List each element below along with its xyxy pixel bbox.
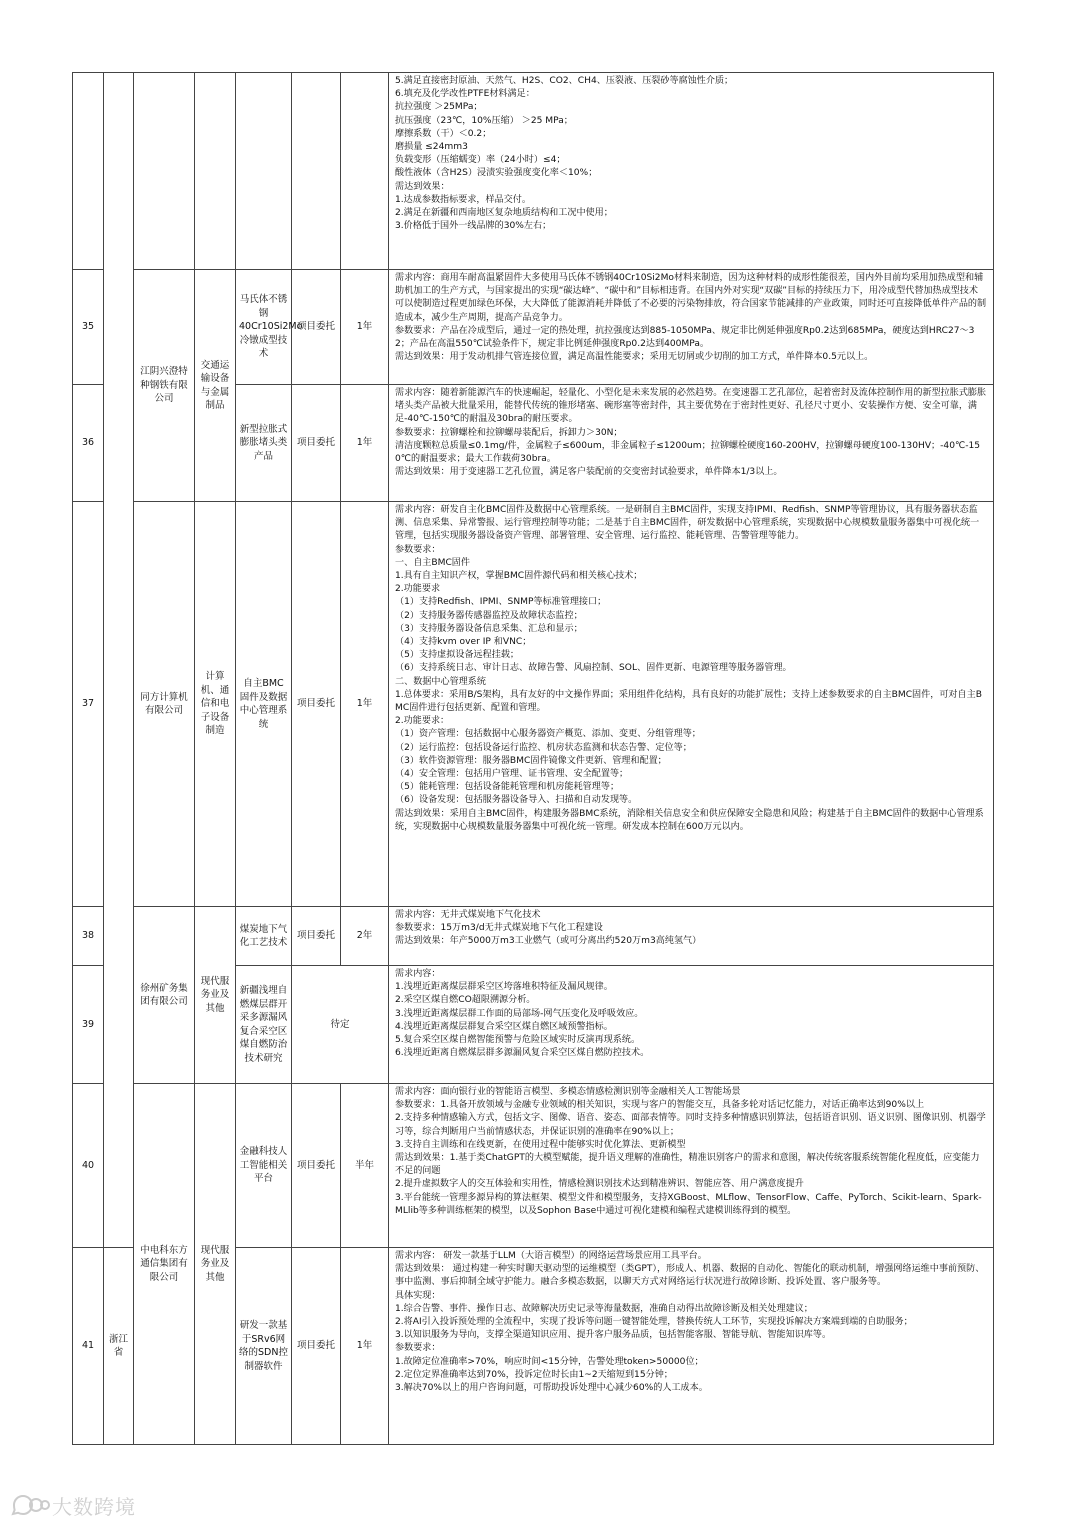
- requirement-line: 参数要求：: [395, 1343, 441, 1354]
- requirement-line: 需达到效果：年产5000万m3工业燃气（或可分离出约520万m3高纯氢气）: [395, 936, 702, 947]
- company-cell: [134, 73, 195, 270]
- requirement-line: 1.故障定位准确率>70%，响应时间<15分钟，告警处理token>50000位；: [395, 1356, 704, 1367]
- requirement-line: 抗压强度（23℃，10%压缩） ＞25 MPa；: [395, 115, 573, 126]
- requirement-line: 2.支持多种情感输入方式，包括文字、图像、语音、姿态、面部表情等。同时支持多种情感识别算法，包括语音识别、语义识别、图像识别、机器学习等，综合判断用户当前情感状态，并保证识别的准确率在90%以上；: [395, 1113, 986, 1137]
- cooperation-type: 项目委托: [292, 385, 341, 502]
- province-cell-blank: [104, 73, 134, 1248]
- requirement-line: 一、自主BMC固件: [395, 557, 470, 568]
- requirement-cell: [389, 502, 994, 907]
- industry-name: 现代服务业及其他: [200, 975, 230, 1014]
- requirement-line: 需达到效果： 通过构建一种实时聊天驱动型的运维模型（类GPT），形成人、机器、数据的自动化、智能化的联动机制，增强网络运维中事前预防、事中监测、事后抑制全域守护能力。融合多模态数据，以聊天方式对网络运行状况进行故障诊断、投诉处置、客户服务等。: [395, 1264, 985, 1288]
- requirement-line: 3.价格低于国外一线品牌的30%左右；: [395, 221, 552, 232]
- industry-cell: [195, 1084, 236, 1445]
- period: 1年: [341, 385, 389, 502]
- industry-name: 计算机、通信和电子设备制造: [200, 671, 230, 737]
- requirement-line: 参数要求：拉铆螺栓和拉铆螺母装配后，拆卸力＞30N；: [395, 427, 623, 438]
- requirement-line: 1.浅埋近距离煤层群采空区垮落堆积特征及漏风规律。: [395, 982, 613, 993]
- requirements-table: [72, 72, 994, 1445]
- period: 2年: [341, 907, 389, 966]
- cooperation-type: 待定: [292, 966, 389, 1084]
- requirement-line: 具体实现：: [395, 1290, 441, 1301]
- industry-cell: [195, 502, 236, 907]
- project-name: 自主BMC固件及数据中心管理系统: [236, 502, 292, 907]
- row-number: 36: [73, 385, 104, 502]
- requirement-line: （6）支持系统日志、审计日志、故障告警、风扇控制、SOL、固件更新、电源管理等服务器管理。: [395, 663, 792, 674]
- requirement-line: （4）安全管理：包括用户管理、证书管理、安全配置等；: [395, 769, 629, 780]
- requirement-line: 参数要求：1.具备开放领域与金融专业领域的相关知识，实现与客户的智能交互，具备多轮对话记忆能力，对话正确率达到90%以上: [395, 1100, 925, 1111]
- requirement-line: 3.浅埋近距离煤层群工作面的局部场-网气压变化及呼吸效应。: [395, 1008, 644, 1019]
- company-name: 同方计算机有限公司: [140, 691, 188, 716]
- requirement-line: （2）支持服务器传感器监控及故障状态监控；: [395, 610, 583, 621]
- requirement-line: 2.功能要求：: [395, 716, 450, 727]
- requirement-line: （5）能耗管理：包括设备能耗管理和机房能耗管理等；: [395, 782, 620, 793]
- requirement-line: 5.满足直接密封原油、天然气、H2S、CO2、CH4、压裂液、压裂砂等腐蚀性介质；: [395, 76, 734, 86]
- industry-cell: [195, 270, 236, 502]
- company-cell: [134, 270, 195, 502]
- requirement-cell: [389, 73, 994, 270]
- cooperation-type: 项目委托: [292, 1084, 341, 1248]
- requirement-line: （3）软件资源管理：服务器BMC固件镜像文件更新、管理和配置；: [395, 755, 667, 766]
- requirement-line: 负载变形（压缩蠕变）率（24小时）≤4；: [395, 155, 566, 166]
- requirement-line: 酸性液体（含H2S）浸渍实验强度变化率＜10%；: [395, 168, 598, 179]
- project-name: [236, 73, 292, 270]
- requirement-cell: [389, 1248, 994, 1445]
- project-name: 金融科技人工智能相关平台: [236, 1084, 292, 1248]
- table-row: [73, 73, 994, 270]
- requirement-line: （4）支持kvm over IP 和VNC；: [395, 637, 532, 648]
- requirement-line: 6.浅埋近距离自燃煤层群多源漏风复合采空区煤自燃防控技术。: [395, 1048, 650, 1059]
- requirement-line: 3.支持自主训练和在线更新，在使用过程中能够实时优化算法、更新模型: [395, 1139, 686, 1150]
- requirement-line: 1.达成参数指标要求，样品交付。: [395, 194, 531, 205]
- watermark: [10, 1490, 136, 1520]
- cooperation-type: 项目委托: [292, 270, 341, 385]
- table-row: [73, 270, 994, 385]
- requirement-line: 需达到效果：: [395, 181, 450, 192]
- province-cell: [104, 1248, 134, 1445]
- row-number: 38: [73, 907, 104, 966]
- industry-cell: [195, 73, 236, 270]
- requirement-line: 需求内容：研发自主化BMC固件及数据中心管理系统。一是研制自主BMC固件，实现支持IPMI、Redfish、SNMP等管理协议，具有服务器状态监测、信息采集、异常警报、运行管理控制等功能；二是基于自主BMC固件，研发数据中心管理系统，实现数据中心规模数量服务器集中可视化统一管理，包括实现服务器设备资产管理、部署管理、安全管理、运行监控、能耗管理、告警管理等能力。: [395, 505, 980, 542]
- province-name: 浙江省: [108, 1333, 128, 1358]
- row-number: 39: [73, 966, 104, 1084]
- project-name: 马氏体不锈钢40Cr10Si2Mo冷镦成型技术: [236, 270, 292, 385]
- requirement-line: 需求内容： 研发一款基于LLM（大语言模型）的网络运营场景应用工具平台。: [395, 1251, 707, 1261]
- requirement-line: 6.填充及化学改性PTFE材料满足：: [395, 89, 535, 100]
- watermark-text: 大数跨境: [52, 1494, 136, 1519]
- industry-cell: [195, 907, 236, 1084]
- requirement-line: 1.总体要求：采用B/S架构，具有友好的中文操作界面；采用组件化结构，具有良好的功能扩展性；支持上述参数要求的自主BMC固件，可对自主BMC固件进行包括更新、配置和管理。: [395, 689, 982, 714]
- period: 半年: [341, 1084, 389, 1248]
- requirement-cell: [389, 907, 994, 966]
- requirement-line: 抗拉强度 ＞25MPa；: [395, 102, 483, 113]
- requirement-line: （1）资产管理：包括数据中心服务器资产概览、添加、变更、分组管理等；: [395, 729, 701, 740]
- requirement-line: 清洁度颗粒总质量≤0.1mg/件，金属粒子≤600um，非金属粒子≤1200um；拉铆螺栓硬度160-200HV，拉铆螺母硬度100-130HV；-40℃-150℃的耐温要求；最大工作载荷30bra。: [395, 440, 981, 465]
- company-cell: [134, 907, 195, 1084]
- requirement-line: 4.浅埋近距离煤层群复合采空区煤自燃区域预警指标。: [395, 1021, 613, 1032]
- requirement-line: 需达到效果：采用自主BMC固件，构建服务器BMC系统，消除相关信息安全和供应保障安全隐患和风险；构建基于自主BMC固件的数据中心管理系统，实现数据中心规模数量服务器集中可视化统一管理。研发成本控制在600万元以内。: [395, 808, 984, 832]
- requirement-line: 2.满足在新疆和西南地区复杂地质结构和工况中使用；: [395, 208, 613, 219]
- requirement-line: 需求内容：无井式煤炭地下气化技术: [395, 910, 541, 920]
- requirement-line: 2.功能要求: [395, 584, 441, 595]
- requirement-line: 1.综合告警、事件、操作日志、故障解决历史记录等海量数据，准确自动得出故障诊断及相关处理建议；: [395, 1303, 813, 1314]
- row-number: 37: [73, 502, 104, 907]
- requirement-line: 磨损量 ≤24mm3: [395, 142, 468, 153]
- industry-name: 现代服务业及其他: [200, 1244, 230, 1283]
- requirement-line: （1）支持Redfish、IPMI、SNMP等标准管理接口；: [395, 597, 607, 608]
- company-name: 江阴兴澄特种钢铁有限公司: [140, 366, 188, 405]
- company-name: 徐州矿务集团有限公司: [140, 982, 188, 1007]
- requirement-cell: [389, 385, 994, 502]
- row-number: 40: [73, 1084, 104, 1248]
- cooperation-type: [292, 73, 341, 270]
- company-cell: [134, 1084, 195, 1445]
- requirement-line: （2）运行监控：包括设备运行监控、机房状态监测和状态告警、定位等；: [395, 742, 692, 753]
- requirement-line: 摩擦系数（干）＜0.2；: [395, 128, 492, 139]
- requirement-line: 需求内容：: [395, 969, 441, 979]
- period: 1年: [341, 502, 389, 907]
- requirement-line: 需达到效果：用于变速器工艺孔位置，满足客户装配前的交变密封试验要求，单件降本1/3以上。: [395, 467, 783, 478]
- requirement-line: 参数要求：15万m3/d无井式煤炭地下气化工程建设: [395, 923, 603, 934]
- period: 1年: [341, 270, 389, 385]
- requirement-line: 需求内容：面向银行业的智能语言模型、多模态情感检测识别等金融相关人工智能场景: [395, 1087, 741, 1097]
- company-name: 中电科东方通信集团有限公司: [140, 1244, 188, 1283]
- requirement-line: 需达到效果：用于发动机排气管连接位置，满足高温性能要求；采用无切屑或少切削的加工方式，单件降本0.5元以上。: [395, 352, 874, 363]
- period: 1年: [341, 1248, 389, 1445]
- requirement-line: （6）设备发现：包括服务器设备导入、扫描和自动发现等。: [395, 795, 638, 806]
- requirement-line: 1.具有自主知识产权，掌握BMC固件源代码和相关核心技术；: [395, 571, 643, 582]
- requirement-line: 2.采空区煤自燃CO超限溯源分析。: [395, 995, 536, 1006]
- requirement-line: 3.平台能统一管理多源异构的算法框架、模型文件和模型服务，支持XGBoost、MLflow、TensorFlow、Caffe、PyTorch、Scikit-learn、Spark-MLlib等多种训练框架的模型，以及Sophon Base中通过可视化建模和编程式建模训练得到的模型。: [395, 1192, 982, 1216]
- requirement-cell: [389, 966, 994, 1084]
- table-row: [73, 1084, 994, 1248]
- chat-bubble-logo-icon: [10, 1493, 50, 1517]
- requirement-line: 2.定位定界准确率达到70%，投诉定位时长由1~2天缩短到15分钟；: [395, 1369, 673, 1380]
- requirement-line: （5）支持虚拟设备远程挂载；: [395, 650, 520, 661]
- requirement-line: 参数要求：产品在冷成型后，通过一定的热处理，抗拉强度达到885-1050MPa、规定非比例延伸强度Rp0.2达到685MPa，硬度达到HRC27～32；产品在高温550℃试验条件下，规定非比例延伸强度Rp0.2达到400MPa。: [395, 325, 975, 350]
- requirement-line: 5.复合采空区煤自燃智能预警与危险区域实时反演再现系统。: [395, 1035, 641, 1046]
- project-name: 新型拉胀式膨胀堵头类产品: [236, 385, 292, 502]
- requirement-line: 二、数据中心管理系统: [395, 676, 486, 687]
- cooperation-type: 项目委托: [292, 1248, 341, 1445]
- row-number: 35: [73, 270, 104, 385]
- requirement-line: 2.提升虚拟数字人的交互体验和实用性，情感检测识别技术达到精准辨识、智能应答、用户满意度提升: [395, 1179, 804, 1190]
- company-cell: [134, 502, 195, 907]
- requirement-line: 需达到效果：1.基于类ChatGPT的大模型赋能，提升语义理解的准确性，精准识别客户的需求和意图，解决传统客服系统智能化程度低，应变能力不足的问题: [395, 1153, 980, 1177]
- project-name: 研发一款基于SRv6网络的SDN控制器软件: [236, 1248, 292, 1445]
- requirement-line: 参数要求：: [395, 544, 441, 555]
- cooperation-type: 项目委托: [292, 907, 341, 966]
- project-name: 煤炭地下气化工艺技术: [236, 907, 292, 966]
- period: [341, 73, 389, 270]
- requirement-line: （3）支持服务器设备信息采集、汇总和显示；: [395, 623, 583, 634]
- project-name: 新疆浅埋自燃煤层群开采多源漏风复合采空区煤自燃防治技术研究: [236, 966, 292, 1084]
- requirement-line: 需求内容：商用车耐高温紧固件大多使用马氏体不锈钢40Cr10Si2Mo材料来制造，因为这种材料的成形性能很差，国内外目前均采用加热成型和辅助机加工的生产方式，与国家提出的实现“碳达峰”、“碳中和”目标相违背。在国内外对实现“双碳”目标的持续压力下，用冷成型代替加热成型技术可以使制造过程更加绿色环保，大大降低了能源消耗并降低了不必要的污染物排放，符合国家节能减排的产业政策，同时还可直接降低单件产品的制造成本，减少生产周期，提高产品竞争力。: [395, 273, 987, 323]
- table-row: [73, 502, 994, 907]
- cooperation-type: 项目委托: [292, 502, 341, 907]
- requirement-cell: [389, 270, 994, 385]
- requirement-line: 3.解决70%以上的用户咨询问题，可帮助投诉处理中心减少60%的人工成本。: [395, 1383, 708, 1394]
- requirement-line: 2.将AI引入投诉预处理的全流程中，实现了投诉等问题一键智能处理，替换传统人工环节，实现投诉解决方案端到端的自助服务；: [395, 1317, 913, 1328]
- requirement-line: 3.以知识服务为导向，支撑全渠道知识应用、提升客户服务品质，包括智能客服、智能导航、智能知识库等。: [395, 1330, 832, 1341]
- requirement-cell: [389, 1084, 994, 1248]
- requirement-line: 需求内容：随着新能源汽车的快速崛起，轻量化、小型化是未来发展的必然趋势。在变速器工艺孔部位，起着密封及流体控制作用的新型拉胀式膨胀堵头类产品被大批量采用，能替代传统的锥形堵塞、碗形塞等密封件，其主要优势在于密封性更好、孔径尺寸更小、安装操作方便、安全可靠，满足-40℃-150℃的耐温及30bra的耐压要求。: [395, 388, 987, 425]
- table-row: [73, 907, 994, 966]
- row-number: 41: [73, 1248, 104, 1445]
- row-number: [73, 73, 104, 270]
- industry-name: 交通运输设备与金属制品: [200, 359, 230, 411]
